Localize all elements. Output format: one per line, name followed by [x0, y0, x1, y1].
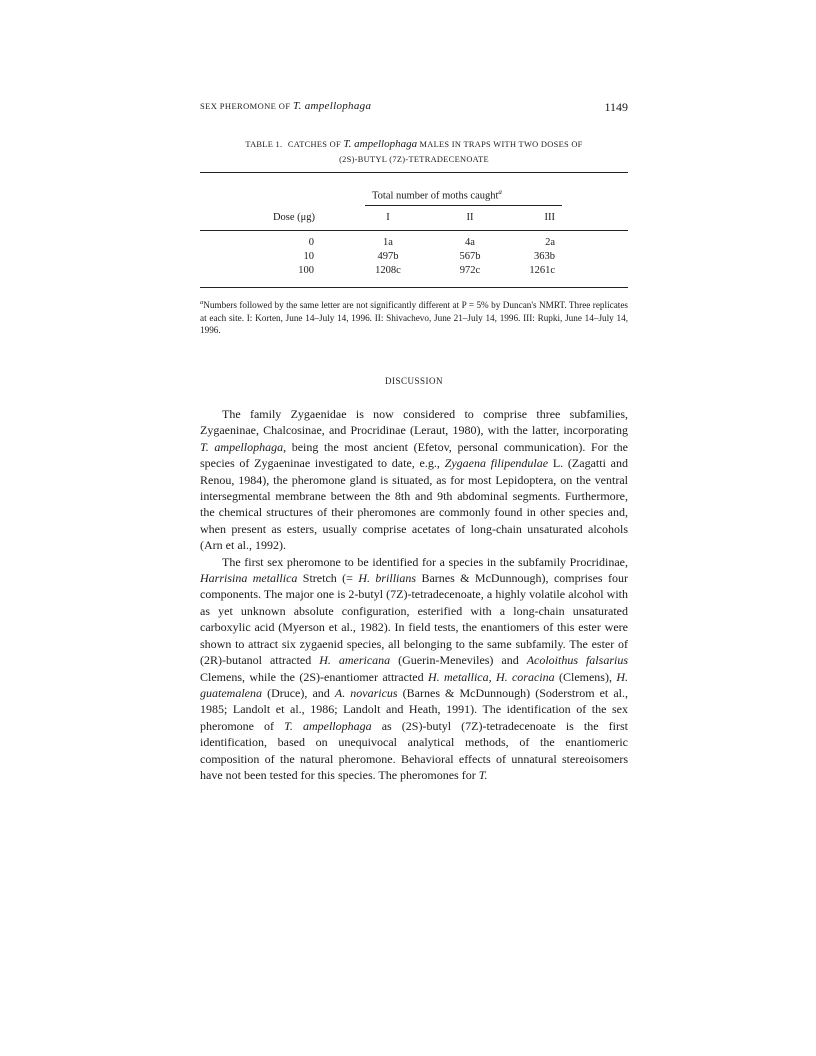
text-run: The family Zygaenidae is now considered to comprise three subfamilies, Zygaeninae, Chalcosinae, and Procridinae (Leraut, 1980), with the latter, incorporating: [200, 407, 628, 438]
table-header-rule: [200, 230, 628, 231]
table-spanner-heading: Total number of moths caught$^a$: [372, 188, 502, 202]
paragraph: [200, 406, 628, 554]
text-run: The first sex pheromone to be identified for a species in the subfamily Procridinae,: [222, 554, 628, 569]
italic-run: H. americana: [319, 653, 391, 668]
italic-run: Harrisina metallica: [200, 571, 298, 586]
text-run: (Guerin-Meneviles) and: [390, 653, 527, 668]
table-spanner-rule: [365, 205, 562, 206]
paragraph: [200, 554, 628, 784]
text-run: as (2S)-butyl (7Z)-tetradecenoate is the first identification, based on unequivocal analytical methods, of the enantiomeric composition of the natural pheromone. Behavioral effects of unnatural stereoisomers have not been tested for this species. The pheromones for: [200, 718, 628, 782]
table-cell: 1261c: [529, 265, 555, 276]
italic-run: T.: [478, 767, 488, 782]
table-cell: 2a: [545, 237, 555, 248]
table-header-dose: Dose (μg): [272, 212, 316, 223]
table-footnote: $^a$Numbers followed by the same letter are not significantly different at P = 5% by Duncan's NMRT. Three replicates at each site. I: Korten, June 14–July 14, 1996. II: Shivachevo, June 21–July 14, 1996. III: Rupki, June 14–July 14, 1996.: [200, 299, 628, 336]
italic-run: H. guatemalena: [200, 669, 628, 700]
table-cell: 4a: [465, 237, 475, 248]
text-run: (Clemens),: [554, 669, 617, 684]
italic-run: H. brillians: [358, 571, 417, 586]
table-cell: 567b: [459, 251, 481, 262]
table-cell: 497b: [377, 251, 399, 262]
text-run: Barnes & McDunnough), comprises four components. The major one is 2-butyl (7Z)-tetradecenoate, a highly volatile alcohol with as yet unknown absolute configuration, esterified with a long-chain unsaturated carboxylic acid (Myerson et al., 1982). In field tests, the enantiomers of this ester were shown to attract six zygaenid species, all belonging to the same subfamily. The ester of (2R)-butanol attracted: [200, 571, 628, 668]
italic-run: H. metallica, H. coracina: [427, 669, 555, 684]
running-head-title: SEX PHEROMONE OF T. ampellophaga: [200, 100, 372, 112]
table-cell-dose: 0: [308, 237, 314, 248]
table-cell-dose: 100: [298, 265, 314, 276]
text-run: , being the most ancient (Efetov, personal communication). For the species of Zygaeninae investigated to date, e.g.,: [200, 439, 628, 471]
table-top-rule: [200, 172, 628, 173]
table-caption-line-2: (2S)-BUTYL (7Z)-TETRADECENOATE: [339, 155, 489, 164]
table-header-col-2: II: [466, 212, 474, 223]
text-run: Clemens, while the (2S)-enantiomer attracted: [200, 669, 428, 684]
body-text: [200, 406, 628, 783]
italic-run: T. ampellophaga: [284, 718, 372, 733]
running-head: [200, 100, 628, 118]
table-header-col-3: III: [544, 212, 555, 223]
table-caption: [200, 137, 628, 167]
table-cell: 972c: [459, 265, 481, 276]
table-header-col-1: I: [386, 212, 390, 223]
table-bottom-rule: [200, 287, 628, 288]
section-title: DISCUSSION: [384, 376, 443, 386]
text-run: (Barnes & McDunnough) (Soderstrom et al., 1985; Landolt et al., 1986; Landolt and Heath, 1991). The identification of the sex pheromone of: [200, 685, 628, 733]
table-caption-line-1: TABLE 1. CATCHES OF T. ampellophaga MALES IN TRAPS WITH TWO DOSES OF: [245, 138, 583, 150]
italic-run: Acoloithus falsarius: [526, 653, 628, 668]
italic-run: T. ampellophaga: [200, 439, 284, 454]
text-run: L. (Zagatti and Renou, 1984), the pheromone gland is situated, as for most Lepidoptera, on the ventral intersegmental membrane between the 8th and 9th abdominal segments. Furthermore, the chemical structures of their pheromones are commonly found in other species and, when present as esters, usually comprise acetates of long-chain unsaturated alcohols (Arn et al., 1992).: [200, 456, 629, 553]
page-number: 1149: [604, 100, 628, 114]
table-cell-dose: 10: [303, 251, 314, 262]
italic-run: A. novaricus: [334, 685, 398, 700]
text-run: (Druce), and: [262, 685, 335, 700]
table-cell: 1208c: [375, 265, 401, 276]
text-run: Stretch (=: [297, 571, 359, 586]
table-cell: 1a: [383, 237, 393, 248]
table-cell: 363b: [534, 251, 555, 262]
italic-run: Zygaena filipendulae: [444, 456, 549, 471]
